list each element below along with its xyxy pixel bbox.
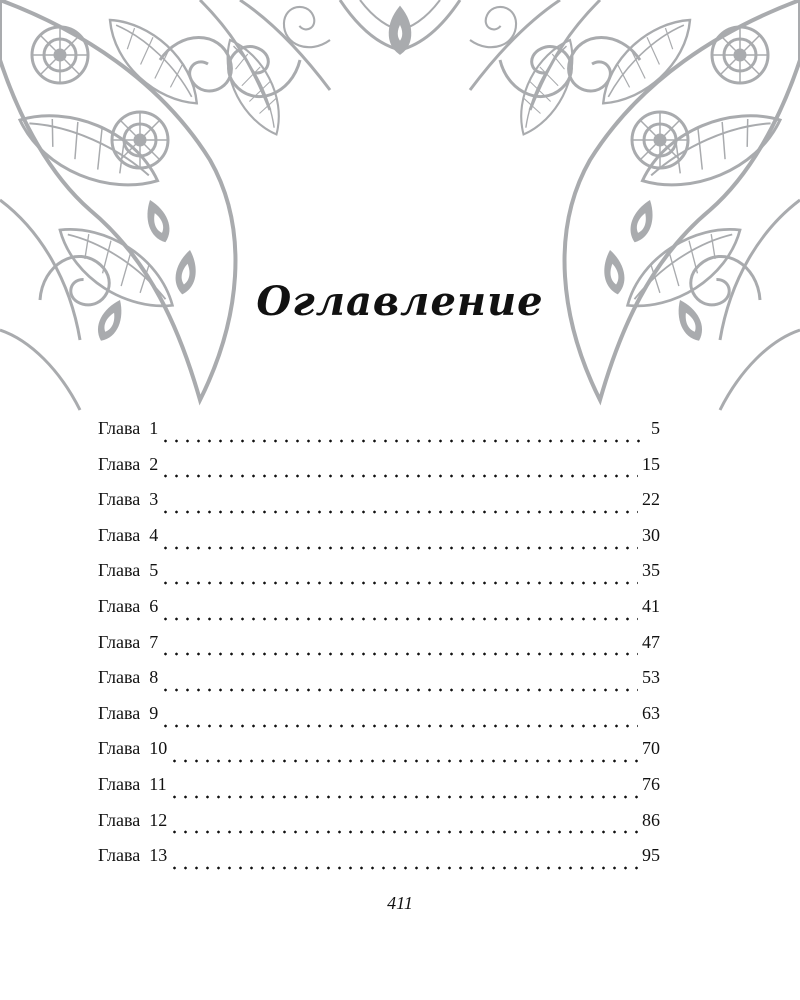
toc-entry-title — [98, 632, 158, 653]
dot-leader — [160, 510, 638, 514]
dot-leader — [160, 581, 638, 585]
chapter-label: Глава — [98, 631, 141, 652]
toc-entry-page: 63 — [642, 702, 660, 723]
toc-entry-page: 22 — [642, 489, 660, 510]
toc-entry-page: 15 — [642, 453, 660, 474]
chapter-number: 6 — [149, 595, 159, 616]
chapter-number: 8 — [149, 667, 159, 688]
chapter-number: 3 — [149, 489, 159, 510]
toc-entry-title — [98, 738, 167, 759]
chapter-label: Глава — [98, 738, 141, 759]
toc-entry-title — [98, 703, 158, 724]
dot-leader — [169, 866, 638, 870]
toc-entry-title — [98, 596, 158, 617]
toc-entry-page: 86 — [642, 809, 660, 830]
chapter-number: 13 — [149, 845, 168, 866]
toc-entry[interactable] — [98, 703, 660, 739]
chapter-number: 7 — [149, 631, 159, 652]
dot-leader — [160, 439, 646, 443]
dot-leader — [160, 724, 638, 728]
dot-leader — [160, 546, 638, 550]
chapter-label: Глава — [98, 809, 141, 830]
toc-entry[interactable] — [98, 525, 660, 561]
toc-entry-title — [98, 525, 158, 546]
toc-entry[interactable] — [98, 489, 660, 525]
toc-entry-title — [98, 454, 158, 475]
chapter-number: 5 — [149, 560, 159, 581]
chapter-label: Глава — [98, 453, 141, 474]
toc-entry-title — [98, 560, 158, 581]
chapter-label: Глава — [98, 560, 141, 581]
toc-entry[interactable] — [98, 454, 660, 490]
dot-leader — [169, 759, 638, 763]
toc-entry[interactable] — [98, 845, 660, 881]
chapter-label: Глава — [98, 524, 141, 545]
toc-entry[interactable] — [98, 596, 660, 632]
toc-entry-page: 95 — [642, 845, 660, 866]
toc-entry-title — [98, 418, 158, 439]
chapter-number: 1 — [149, 418, 159, 438]
toc-entry-title — [98, 774, 167, 795]
chapter-number: 12 — [149, 809, 168, 830]
chapter-number: 10 — [149, 738, 168, 759]
chapter-label: Глава — [98, 418, 141, 438]
toc-entry[interactable] — [98, 667, 660, 703]
chapter-label: Глава — [98, 773, 141, 794]
toc-entry-title — [98, 845, 167, 866]
toc-entry[interactable] — [98, 774, 660, 810]
table-of-contents — [98, 418, 660, 881]
toc-entry-title — [98, 489, 158, 510]
toc-entry-page: 70 — [642, 738, 660, 759]
toc-entry[interactable] — [98, 810, 660, 846]
chapter-number: 4 — [149, 524, 159, 545]
page-number: 411 — [387, 893, 413, 913]
dot-leader — [160, 474, 638, 478]
page-title: Оглавление — [256, 278, 544, 325]
toc-entry-page: 5 — [651, 418, 660, 438]
toc-entry[interactable] — [98, 418, 660, 454]
chapter-label: Глава — [98, 489, 141, 510]
dot-leader — [160, 688, 638, 692]
lace-floral-ornament-icon — [0, 0, 800, 460]
toc-entry-title — [98, 667, 158, 688]
chapter-number: 2 — [149, 453, 159, 474]
chapter-number: 11 — [149, 773, 167, 794]
toc-entry-page: 47 — [642, 631, 660, 652]
chapter-label: Глава — [98, 845, 141, 866]
dot-leader — [169, 830, 638, 834]
toc-entry-page: 53 — [642, 667, 660, 688]
toc-entry-page: 41 — [642, 595, 660, 616]
toc-entry[interactable] — [98, 560, 660, 596]
chapter-number: 9 — [149, 702, 159, 723]
toc-entry-page: 76 — [642, 773, 660, 794]
chapter-label: Глава — [98, 667, 141, 688]
toc-entry[interactable] — [98, 738, 660, 774]
toc-entry-page: 35 — [642, 560, 660, 581]
toc-entry[interactable] — [98, 632, 660, 668]
toc-entry-title — [98, 810, 167, 831]
chapter-label: Глава — [98, 702, 141, 723]
dot-leader — [160, 617, 638, 621]
toc-entry-page: 30 — [642, 524, 660, 545]
dot-leader — [169, 795, 638, 799]
chapter-label: Глава — [98, 595, 141, 616]
dot-leader — [160, 652, 638, 656]
